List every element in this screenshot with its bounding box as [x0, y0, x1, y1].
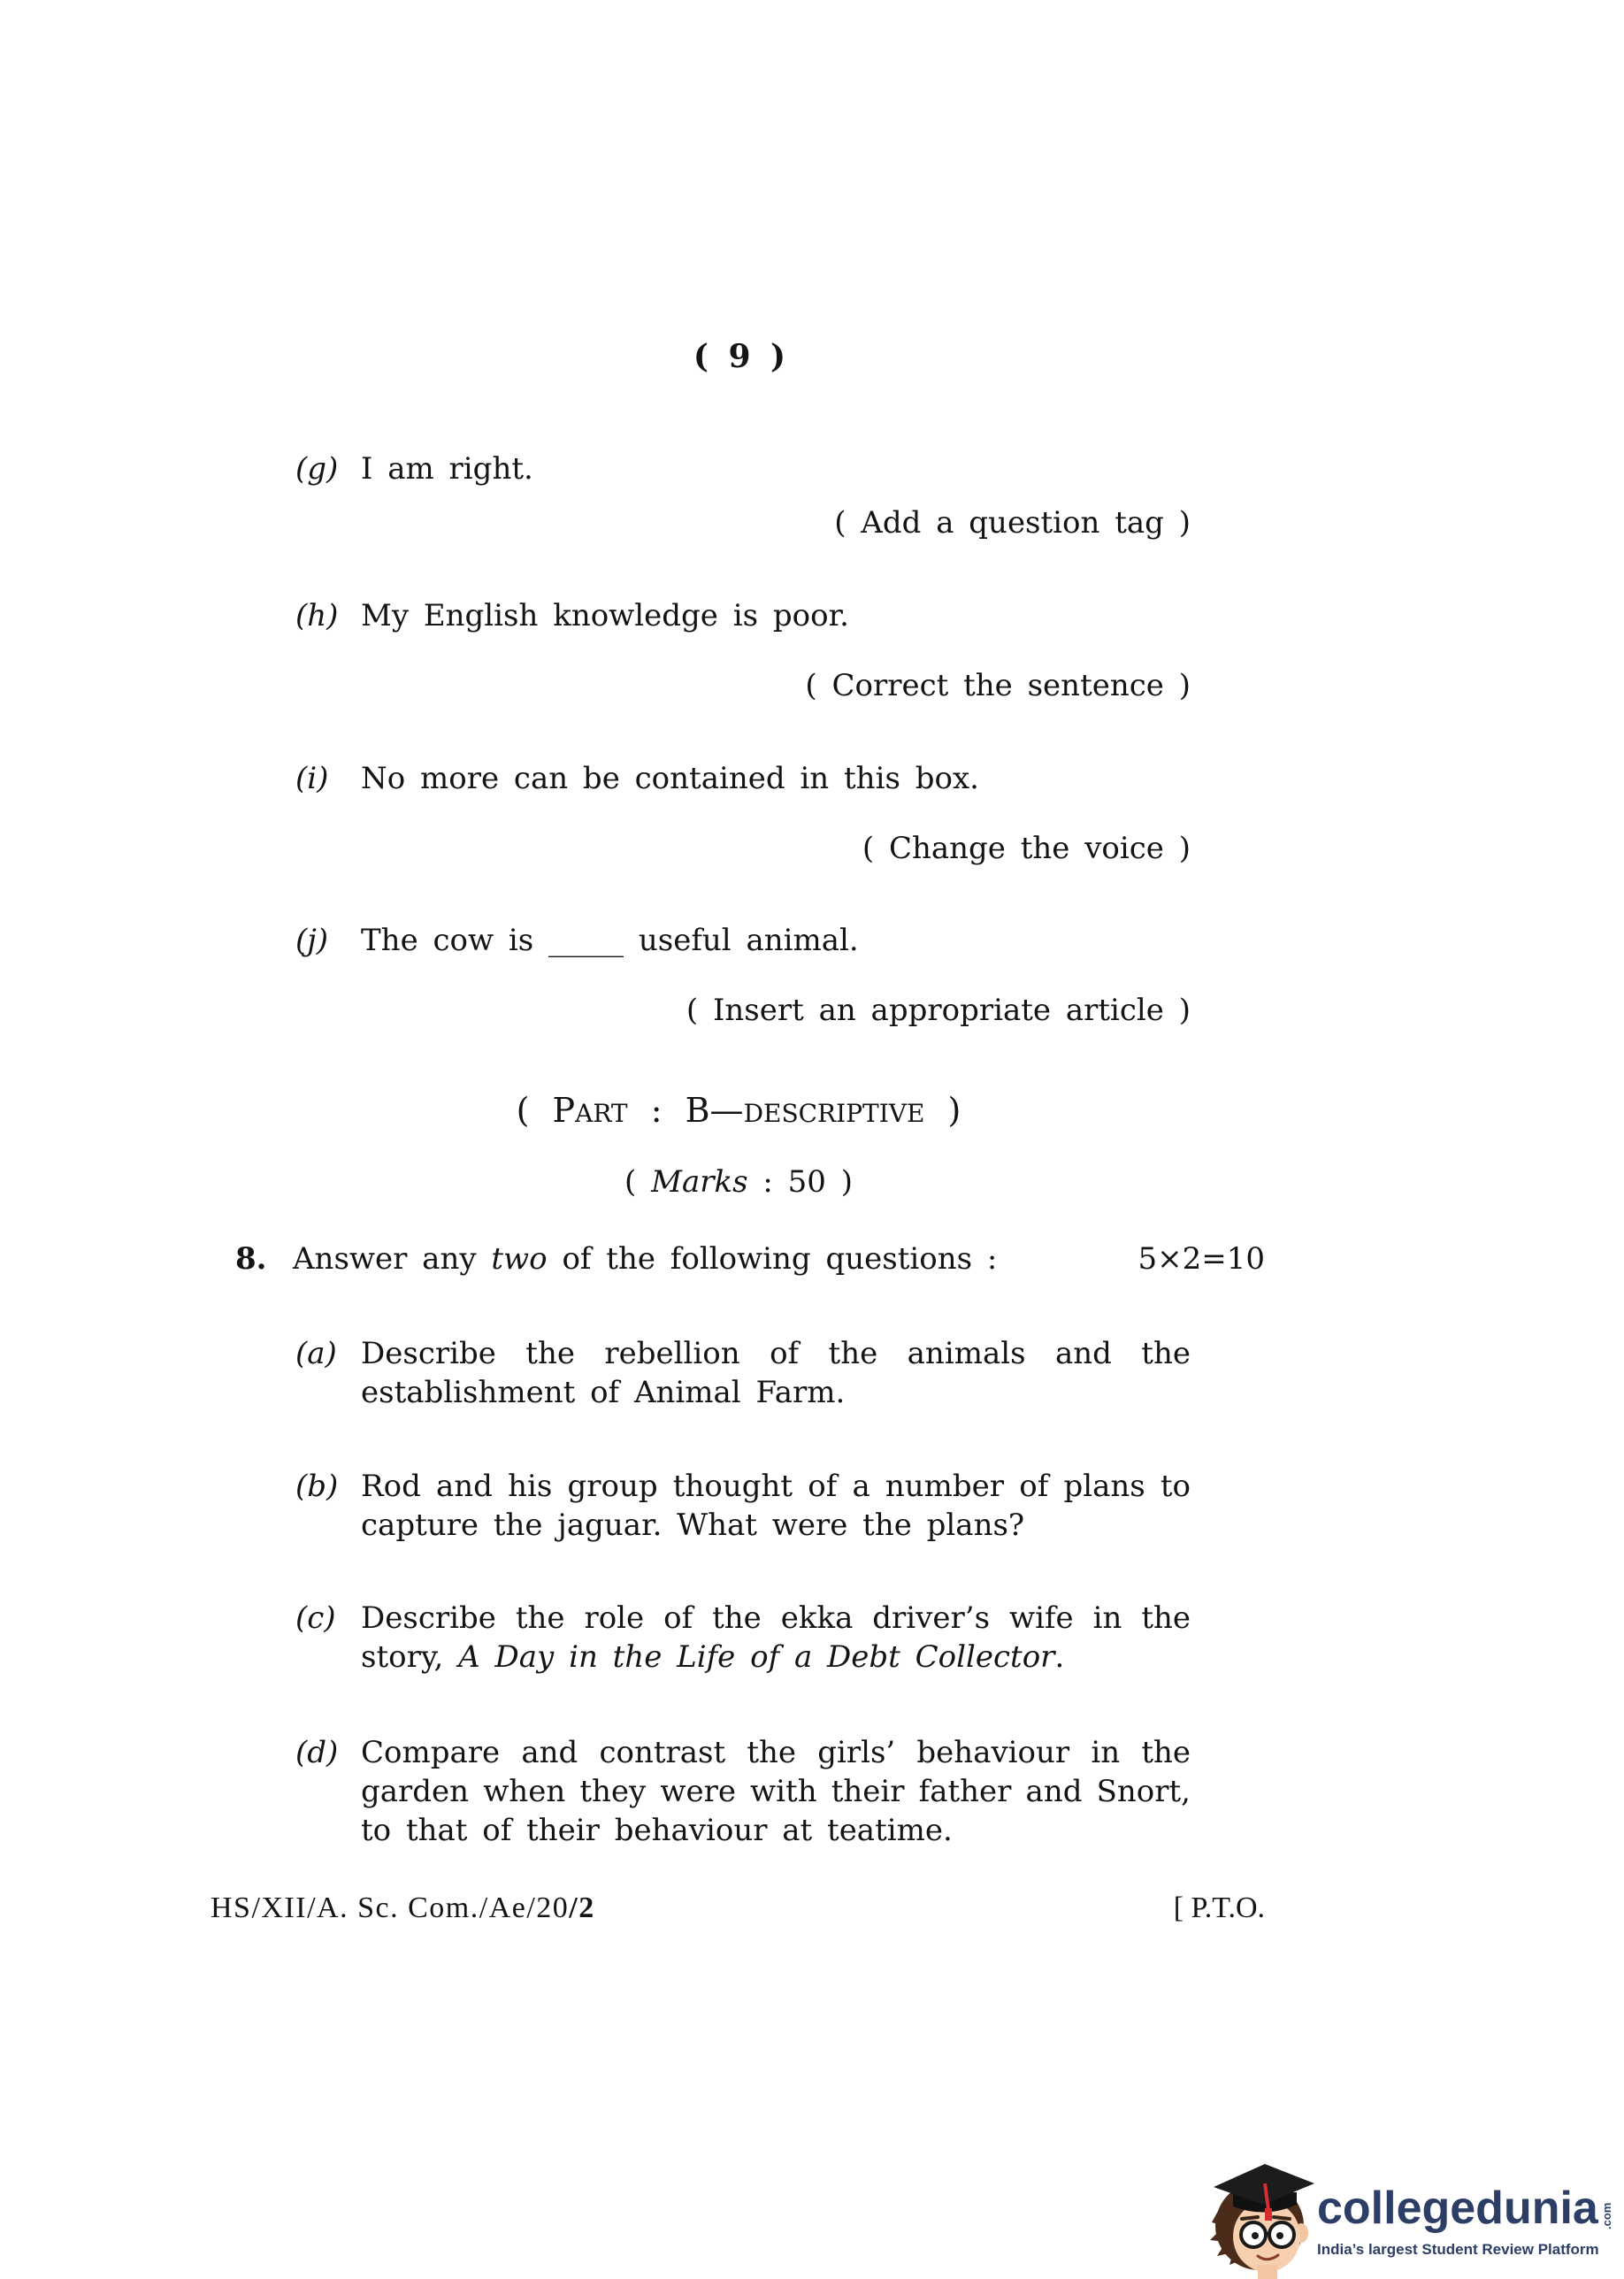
- sub-question-line: garden when they were with their father and Snort,: [361, 1774, 1191, 1809]
- item-instruction-row: [0, 503, 1624, 542]
- item-instruction-row: [0, 991, 1624, 1030]
- heading-capital: ): [947, 1091, 961, 1130]
- question-item-h: [0, 596, 1624, 635]
- sub-question-label: (c): [295, 1600, 336, 1636]
- heading-small-caps: DESCRIPTIVE: [743, 1099, 925, 1128]
- marks-value: 50: [787, 1164, 826, 1200]
- logo-wordmark: collegedunia: [1317, 2183, 1598, 2234]
- question-number: 8.: [235, 1241, 267, 1277]
- paper-code: [211, 1889, 595, 1928]
- heading-capital: P: [552, 1091, 576, 1130]
- marks-close-paren: ): [840, 1164, 853, 1200]
- heading-capital: (: [516, 1091, 530, 1130]
- heading-capital: :: [650, 1091, 663, 1130]
- question-item-i: [0, 759, 1624, 798]
- sub-question-line: Describe the role of the ekka driver’s wife in the: [361, 1600, 1191, 1636]
- marks-separator: :: [762, 1164, 773, 1200]
- sub-question-line-with-title: [361, 1638, 1191, 1677]
- paper-code-main: HS/XII/A. Sc. Com./Ae/20: [211, 1891, 570, 1924]
- sub-question-a: [0, 1334, 1624, 1451]
- paper-code-suffix: /2: [569, 1891, 595, 1924]
- item-sentence: My English knowledge is poor.: [361, 598, 849, 633]
- item-label: (h): [295, 598, 339, 633]
- please-turn-over: [ P.T.O.: [1173, 1891, 1265, 1924]
- sub-question-line: Rod and his group thought of a number of plans to: [361, 1469, 1191, 1504]
- item-instruction: ( Change the voice ): [862, 831, 1191, 866]
- sub-question-line: Describe the rebellion of the animals and the: [361, 1336, 1191, 1371]
- sub-question-label: (b): [295, 1469, 339, 1504]
- sub-question-d: [0, 1733, 1624, 1850]
- page-footer: [0, 1889, 1624, 1928]
- item-label: (j): [295, 923, 329, 958]
- item-sentence: No more can be contained in this box.: [361, 761, 979, 796]
- question-marks: 5×2=10: [1138, 1241, 1265, 1277]
- item-sentence: The cow is _____ useful animal.: [361, 923, 859, 958]
- item-instruction-row: [0, 829, 1624, 868]
- line-end-punctuation: .: [1054, 1639, 1065, 1675]
- story-title: A Day in the Life of a Debt Collector: [458, 1639, 1055, 1675]
- question-prompt: [293, 1239, 997, 1278]
- student-mascot-icon: [1203, 2148, 1316, 2279]
- item-label: (i): [295, 761, 329, 796]
- sub-question-line: Compare and contrast the girls’ behaviour in the: [361, 1735, 1191, 1770]
- sub-question-b: [0, 1467, 1624, 1584]
- item-instruction: ( Insert an appropriate article ): [686, 993, 1191, 1028]
- prompt-start: Answer any: [293, 1241, 477, 1277]
- item-instruction: ( Add a question tag ): [834, 505, 1191, 541]
- item-label: (g): [295, 451, 339, 487]
- sub-question-line: capture the jaguar. What were the plans?: [361, 1508, 1025, 1543]
- page-number: ( 9 ): [693, 338, 786, 375]
- marks-label: Marks: [651, 1164, 748, 1200]
- item-instruction: ( Correct the sentence ): [805, 668, 1191, 703]
- prompt-end: of the following questions :: [562, 1241, 998, 1277]
- sub-question-label: (d): [295, 1735, 339, 1770]
- line-lead-text: story,: [361, 1639, 444, 1675]
- marks-open-paren: (: [624, 1164, 637, 1200]
- sub-question-line: to that of their behaviour at teatime.: [361, 1813, 953, 1848]
- sub-question-c: [0, 1599, 1624, 1715]
- sub-question-label: (a): [295, 1336, 337, 1371]
- question-item-j: [0, 921, 1624, 960]
- part-b-marks: [0, 1163, 1477, 1201]
- logo-tagline: India’s largest Student Review Platform: [1317, 2241, 1599, 2258]
- logo-domain-suffix: .com: [1600, 2202, 1613, 2229]
- question-item-g: [0, 449, 1624, 488]
- item-sentence: I am right.: [361, 451, 533, 487]
- heading-capital: B—: [685, 1091, 744, 1130]
- item-instruction-row: [0, 666, 1624, 705]
- question-8-header: [0, 1239, 1624, 1278]
- part-b-heading: [0, 1090, 1477, 1134]
- collegedunia-logo: [1203, 2148, 1624, 2279]
- sub-question-line: establishment of Animal Farm.: [361, 1375, 846, 1410]
- prompt-emphasis: two: [491, 1241, 548, 1277]
- heading-small-caps: ART: [575, 1099, 628, 1128]
